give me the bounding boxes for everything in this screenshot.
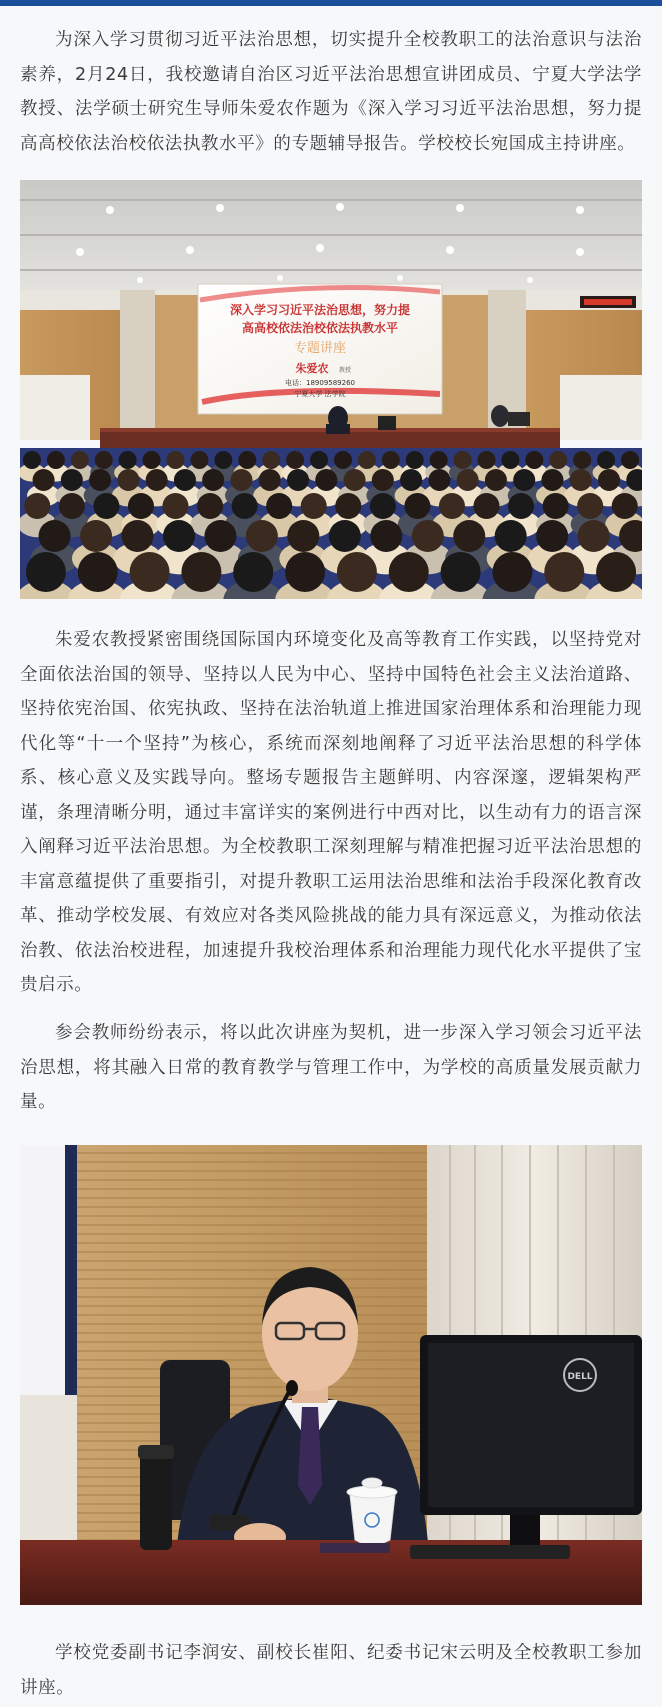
lecture-hall-photo xyxy=(20,180,642,599)
screen-affiliation: 宁夏大学 法学院 xyxy=(294,390,346,398)
speaker-photo xyxy=(20,1145,642,1605)
speaker-image xyxy=(20,1145,642,1605)
screen-title-line1: 深入学习习近平法治思想，努力提 xyxy=(229,303,411,317)
article-paragraph-feedback: 参会教师纷纷表示，将以此次讲座为契机，进一步深入学习领会习近平法治思想，将其融入日常的教育教学与管理工作中，为学校的高质量发展贡献力量。 xyxy=(20,1023,642,1112)
article-paragraph-intro: 为深入学习贯彻习近平法治思想，切实提升全校教职工的法治意识与法治素养，2月24日，我校邀请自治区习近平法治思想宣讲团成员、宁夏大学法学教授、法学硕士研究生导师朱爱农作题为《深入学习习近平法治思想，努力提高高校依法治校依法执教水平》的专题辅导报告。学校校长宛国成主持讲座。 xyxy=(20,30,642,154)
monitor-brand-logo: DELL xyxy=(567,1372,593,1382)
screen-speaker: 朱爱农 xyxy=(295,362,329,375)
top-accent-bar xyxy=(0,0,662,6)
lecture-hall-image xyxy=(20,180,642,599)
screen-speaker-role: 教授 xyxy=(338,367,352,374)
article-paragraph-attendees: 学校党委副书记李润安、副校长崔阳、纪委书记宋云明及全校教职工参加讲座。 xyxy=(20,1643,642,1698)
screen-phone: 电话：18909589260 xyxy=(285,379,355,387)
screen-title-line2: 高高校依法治校依法执教水平 xyxy=(241,321,399,335)
screen-subtitle: 专题讲座 xyxy=(293,341,347,356)
article-paragraph-content: 朱爱农教授紧密围绕国际国内环境变化及高等教育工作实践，以坚持党对全面依法治国的领导、坚持以人民为中心、坚持中国特色社会主义法治道路、坚持依宪治国、依宪执政、坚持在法治轨道上推进国家治理体系和治理能力现代化等“十一个坚持”为核心，系统而深刻地阐释了习近平法治思想的科学体系、核心意义及实践导向。整场专题报告主题鲜明、内容深邃，逻辑架构严谨，条理清晰分明，通过丰富详实的案例进行中西对比，以生动有力的语言深入阐释习近平法治思想。为全校教职工深刻理解与精准把握习近平法治思想的丰富意蕴提供了重要指引，对提升教职工运用法治思维和法治手段深化教育改革、推动学校发展、有效应对各类风险挑战的能力具有深远意义，为推动依法治教、依法治校进程，加速提升我校治理体系和治理能力现代化水平提供了宝贵启示。 xyxy=(20,630,642,995)
